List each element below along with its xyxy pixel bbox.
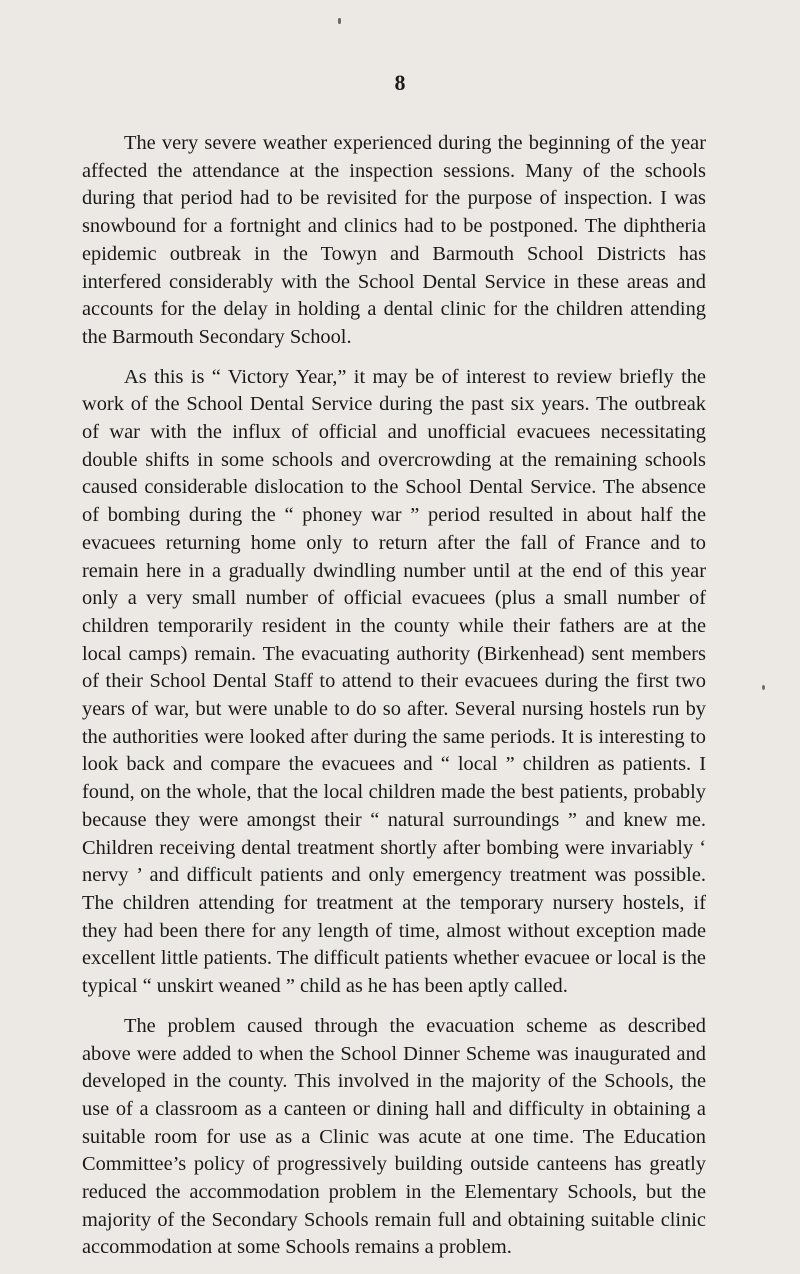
ink-speck <box>762 685 765 690</box>
page-number: 8 <box>394 70 406 95</box>
paragraph-weather: The very severe weather experienced during the beginning of the year affected the attendance at the inspection sessions. Many of the schools during that period had to be revisited for the purpose of inspection. I was snowbound for a fortnight and clinics had to be postponed. The diphtheria epidemic outbreak in the Towyn and Barmouth School Districts has interfered considerably with the School Dental Service in these areas and accounts for the delay in holding a dental clinic for the children attending the Barmouth Secondary School. <box>82 132 706 348</box>
paragraph-dinner-scheme: The problem caused through the evacuation scheme as described above were added to when the School Dinner Scheme was inaugurated and developed in the county. This involved in the majority of the Schools, the use of a classroom as a canteen or dining hall and difficulty in obtaining a suitable room for use as a Clinic was acute at one time. The Education Committee’s policy of progressively building outside canteens has greatly reduced the accommodation problem in the Elementary Schools, but the majority of the Secondary Schools remain full and obtaining suitable clinic accommodation at some Schools remains a problem. <box>82 1014 706 1259</box>
ink-speck <box>338 18 341 24</box>
paragraph-victory-year: As this is “ Victory Year,” it may be of interest to review briefly the work of the School Dental Service during the past six years. The outbreak of war with the influx of official and unofficial evacuees necessitating double shifts in some schools and overcrowding at the remaining schools caused considerable dislocation to the School Dental Service. The absence of bombing during the “ phoney war ” period resulted in about half the evacuees returning home only to return after the fall of France and to remain here in a gradually dwindling number until at the end of this year only a very small number of official evacuees (plus a small number of children temporarily resident in the county while their fathers are at the local camps) remain. The evacuating authority (Birkenhead) sent members of their School Dental Staff to attend to their evacuees during the first two years of war, but were unable to do so after. Several nursing hostels run by the authorities were looked after during the same periods. It is interesting to look back and compare the evacuees and “ local ” children as patients. I found, on the whole, that the local children made the best patients, probably because they were amongst their “ natural surroundings ” and knew me. Children receiving dental treatment shortly after bombing were invariably ‘ nervy ’ and difficult patients and only emergency treatment was possible. The children attending for treatment at the temporary nursery hostels, if they had been there for any length of time, almost without exception made excellent little patients. The difficult patients whether evacuee or local is the typical “ unskirt weaned ” child as he has been aptly called. <box>82 365 706 998</box>
body-text <box>82 130 706 1274</box>
